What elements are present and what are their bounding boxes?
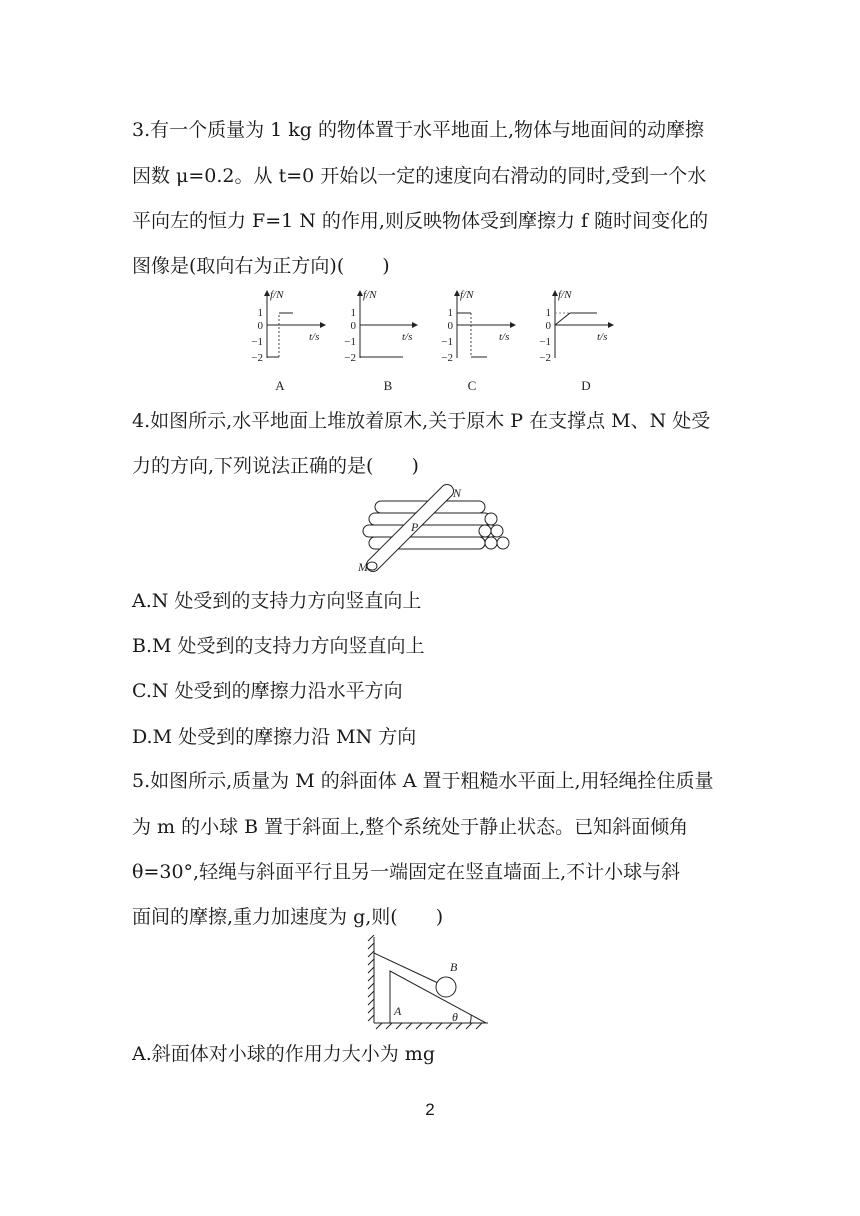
graph-b-tick-m1: −1 <box>344 336 356 348</box>
graph-c-tick-0: 0 <box>447 320 453 332</box>
q3-graphs-figure <box>225 283 625 398</box>
graph-a-tick-m2: −2 <box>251 352 263 364</box>
incline-block-a <box>390 971 486 1023</box>
page-number: 2 <box>425 1100 435 1119</box>
q5-line-3: θ=30°,轻绳与斜面平行且另一端固定在竖直墙面上,不计小球与斜 <box>132 861 681 883</box>
q4-option-d: D.M 处受到的摩擦力沿 MN 方向 <box>132 726 417 748</box>
q4-label-p: P <box>411 520 419 534</box>
q4-label-m: M <box>358 560 368 574</box>
q5-incline-figure <box>366 935 496 1030</box>
q5-option-a: A.斜面体对小球的作用力大小为 mg <box>132 1043 435 1065</box>
q5-label-b: B <box>450 960 458 974</box>
graph-c-tick-1: 1 <box>447 307 453 319</box>
q4-option-c: C.N 处受到的摩擦力沿水平方向 <box>132 680 403 702</box>
graph-b-option: B <box>383 378 393 393</box>
graph-d-tick-1: 1 <box>545 307 551 319</box>
graph-a-y-label: f/N <box>270 289 284 301</box>
ground <box>374 1023 488 1029</box>
q3-line-3: 平向左的恒力 F=1 N 的作用,则反映物体受到摩擦力 f 随时间变化的 <box>132 210 709 232</box>
graph-c-option: C <box>467 378 477 393</box>
q4-option-a: A.N 处受到的支持力方向竖直向上 <box>132 590 422 612</box>
graph-d-tick-0: 0 <box>545 320 551 332</box>
graph-d-tick-m2: −2 <box>539 352 551 364</box>
wall <box>368 935 374 1023</box>
q4-logs-figure <box>355 483 515 575</box>
q5-label-a: A <box>394 1004 402 1018</box>
q4-line-2: 力的方向,下列说法正确的是( ) <box>132 455 419 477</box>
q4-line-1: 4.如图所示,水平地面上堆放着原木,关于原木 P 在支撑点 M、N 处受 <box>132 410 711 432</box>
graph-c <box>441 289 515 393</box>
graph-d-tick-m1: −1 <box>539 336 551 348</box>
graph-d-ramp <box>555 313 570 325</box>
q5-line-2: 为 m 的小球 B 置于斜面上,整个系统处于静止状态。已知斜面倾角 <box>132 816 689 838</box>
graph-c-tick-m1: −1 <box>441 336 453 348</box>
graph-b-tick-1: 1 <box>350 307 356 319</box>
graph-b-x-label: t/s <box>402 331 413 343</box>
graph-d-x-label: t/s <box>597 331 608 343</box>
graph-a <box>251 289 325 393</box>
graph-a-tick-m1: −1 <box>251 336 263 348</box>
graph-d-option: D <box>581 378 591 393</box>
q4-option-b: B.M 处受到的支持力方向竖直向上 <box>132 635 425 657</box>
q3-line-1: 3.有一个质量为 1 kg 的物体置于水平地面上,物体与地面间的动摩擦 <box>132 119 705 141</box>
rope <box>374 953 438 983</box>
graph-a-tick-0: 0 <box>257 320 263 332</box>
q5-line-1: 5.如图所示,质量为 M 的斜面体 A 置于粗糙水平面上,用轻绳拴住质量 <box>132 770 714 792</box>
graph-b-y-label: f/N <box>363 289 377 301</box>
graph-a-option: A <box>275 378 285 393</box>
graph-c-x-label: t/s <box>499 331 510 343</box>
q5-label-theta: θ <box>452 1010 458 1024</box>
q3-line-4: 图像是(取向右为正方向)( ) <box>132 255 390 277</box>
ball-b <box>436 977 456 997</box>
graph-a-x-label: t/s <box>309 331 320 343</box>
q3-line-2: 因数 μ=0.2。从 t=0 开始以一定的速度向右滑动的同时,受到一个水 <box>132 165 707 187</box>
graph-b <box>344 289 417 393</box>
graph-c-y-label: f/N <box>460 289 474 301</box>
graph-a-tick-1: 1 <box>257 307 263 319</box>
q4-label-n: N <box>453 486 462 500</box>
graph-d-y-label: f/N <box>558 289 572 301</box>
q5-line-4: 面间的摩擦,重力加速度为 g,则( ) <box>132 906 444 928</box>
graph-c-tick-m2: −2 <box>441 352 453 364</box>
graph-b-tick-0: 0 <box>350 320 356 332</box>
graph-d <box>539 289 613 393</box>
graph-b-tick-m2: −2 <box>344 352 356 364</box>
